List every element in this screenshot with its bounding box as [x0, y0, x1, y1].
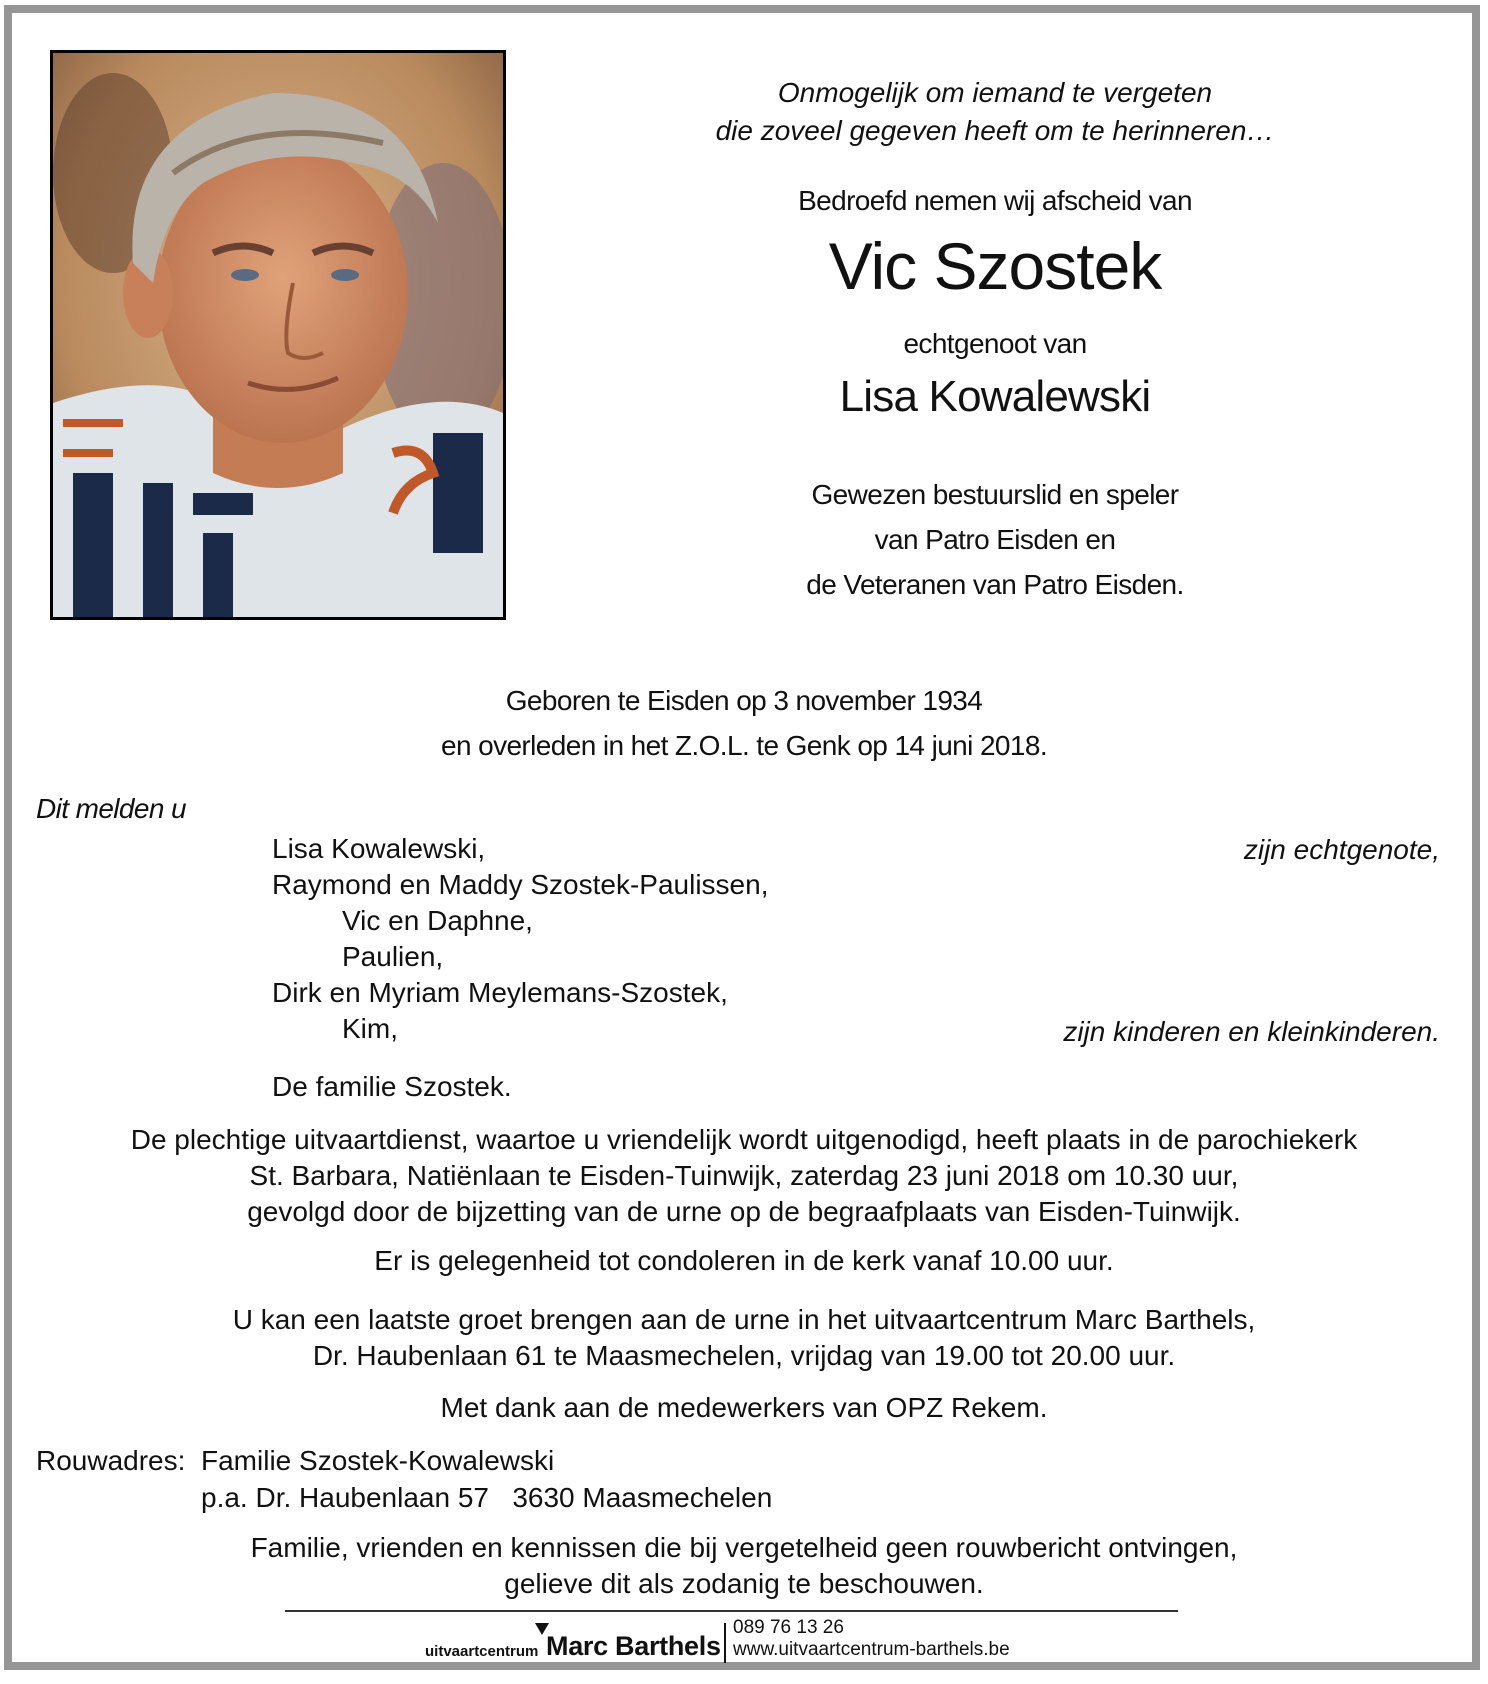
closing-line: Familie, vrienden en kennissen die bij vergetelheid geen rouwbericht ontvingen,: [250, 1532, 1238, 1563]
service-line: gevolgd door de bijzetting van de urne op de begraafplaats van Eisden-Tuinwijk.: [247, 1196, 1241, 1227]
death-line: en overleden in het Z.O.L. te Genk op 14 juni 2018.: [440, 730, 1048, 761]
memorial-quote-line: Onmogelijk om iemand te vergeten: [777, 77, 1213, 108]
brand-small-label: uitvaartcentrum: [425, 1643, 539, 1660]
mourning-address-line: Familie Szostek-Kowalewski: [201, 1445, 555, 1476]
memorial-quote-line: die zoveel gegeven heeft om te herinneren…: [715, 115, 1275, 146]
mourning-address-label: Rouwadres:: [36, 1445, 186, 1476]
service-line: De plechtige uitvaartdienst, waartoe u vriendelijk wordt uitgenodigd, heeft plaats in de parochiekerk: [130, 1124, 1358, 1155]
family-member: De familie Szostek.: [272, 1071, 512, 1102]
portrait-photo: [50, 50, 506, 620]
footer-divider: [285, 1610, 1178, 1612]
family-member: Paulien,: [342, 941, 444, 972]
family-member: Dirk en Myriam Meylemans-Szostek,: [272, 977, 728, 1008]
memorial-quote: [640, 74, 1350, 150]
relation-spouse: zijn echtgenote,: [1243, 834, 1440, 865]
family-member: Kim,: [342, 1013, 398, 1044]
last-greeting-info: [40, 1302, 1448, 1374]
role-line: van Patro Eisden en: [874, 524, 1116, 555]
last-greeting-line: U kan een laatste groet brengen aan de urne in het uitvaartcentrum Marc Barthels,: [232, 1304, 1256, 1335]
birth-line: Geboren te Eisden op 3 november 1934: [505, 685, 983, 716]
announce-label: Dit melden u: [36, 793, 186, 824]
role-line: Gewezen bestuurslid en speler: [811, 479, 1179, 510]
mourning-address-line: p.a. Dr. Haubenlaan 57 3630 Maasmechelen: [201, 1482, 773, 1513]
family-member: Lisa Kowalewski,: [272, 833, 486, 864]
portrait-image: [53, 53, 503, 617]
service-details: [40, 1122, 1448, 1230]
brand-separator: [724, 1623, 726, 1663]
closing-note: [40, 1530, 1448, 1602]
brand-name: Marc Barthels: [546, 1631, 721, 1661]
brand-phone: 089 76 13 26: [733, 1617, 844, 1638]
brand-website-link[interactable]: www.uitvaartcentrum-barthels.be: [733, 1639, 1010, 1660]
spouse-label: echtgenoot van: [903, 328, 1087, 359]
relation-children: zijn kinderen en kleinkinderen.: [1063, 1016, 1440, 1047]
role-description: [640, 472, 1350, 607]
condolence-info: Er is gelegenheid tot condoleren in de kerk vanaf 10.00 uur.: [374, 1245, 1114, 1276]
spouse-name: Lisa Kowalewski: [839, 372, 1151, 421]
deceased-name: Vic Szostek: [828, 229, 1162, 303]
last-greeting-line: Dr. Haubenlaan 61 te Maasmechelen, vrijdag van 19.00 tot 20.00 uur.: [312, 1340, 1176, 1371]
family-member: Raymond en Maddy Szostek-Paulissen,: [272, 869, 769, 900]
closing-line: gelieve dit als zodanig te beschouwen.: [504, 1568, 984, 1599]
service-line: St. Barbara, Natiënlaan te Eisden-Tuinwijk, zaterdag 23 juni 2018 om 10.30 uur,: [249, 1160, 1239, 1191]
role-line: de Veteranen van Patro Eisden.: [806, 569, 1184, 600]
intro-line: Bedroefd nemen wij afscheid van: [798, 185, 1192, 216]
birth-death-info: [300, 678, 1188, 768]
thanks-line: Met dank aan de medewerkers van OPZ Rekem.: [440, 1392, 1048, 1423]
family-member: Vic en Daphne,: [342, 905, 533, 936]
